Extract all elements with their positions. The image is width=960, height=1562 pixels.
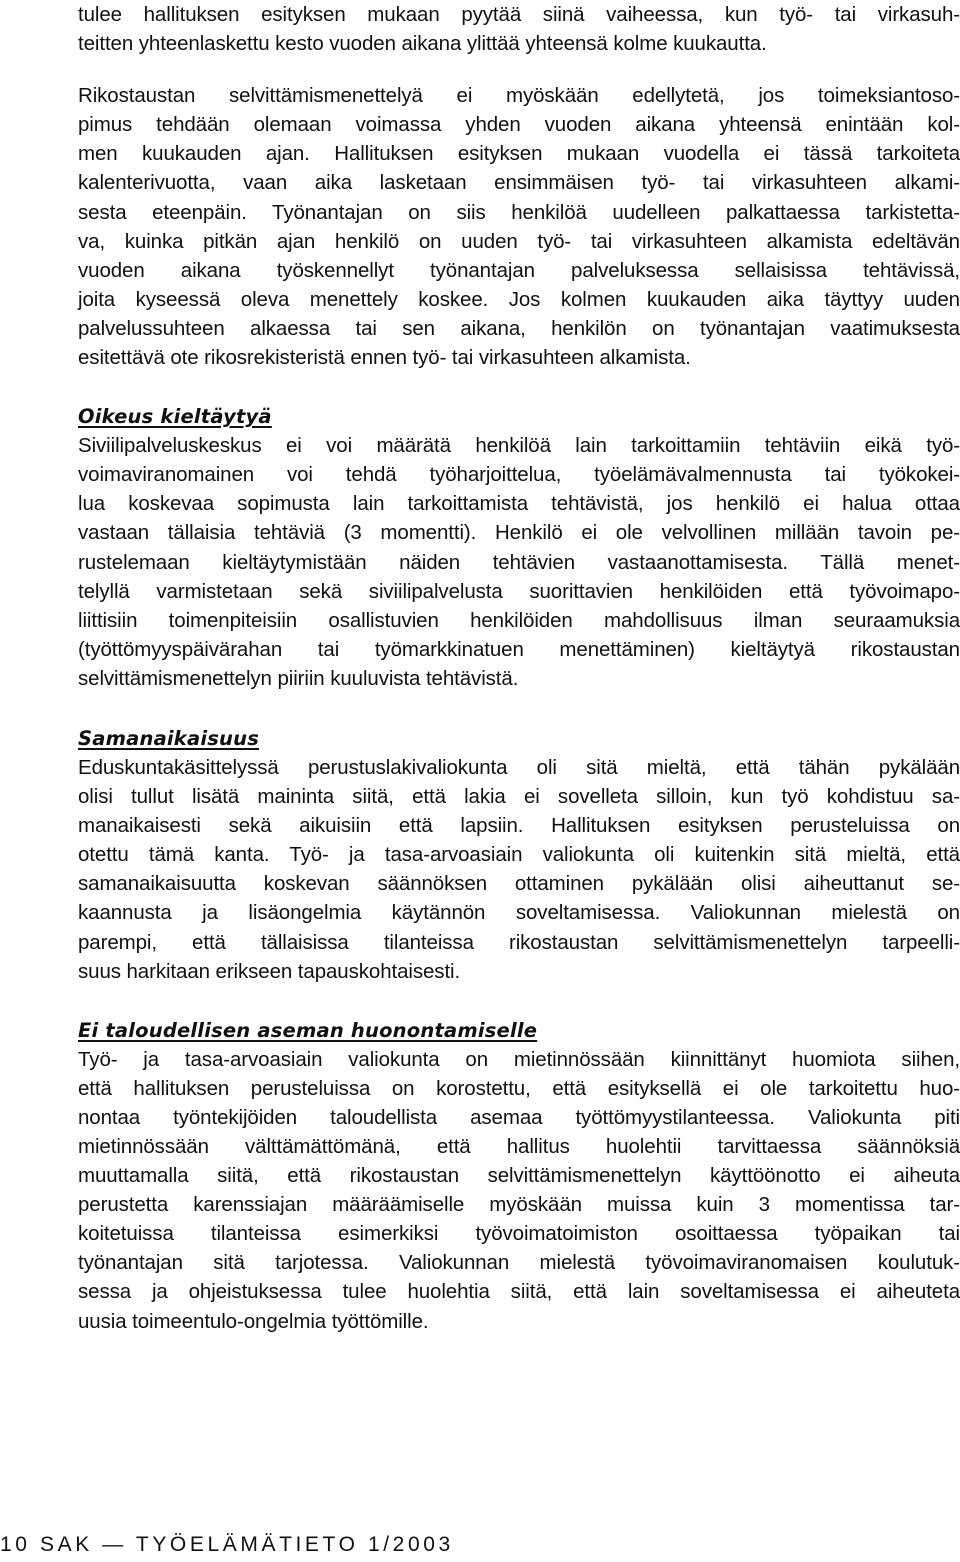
text-line: selvittämismenettelyn piiriin kuuluvista tehtävistä. bbox=[78, 666, 519, 690]
text-line: vastaan tällaisia tehtäviä (3 momentti). Henkilö ei ole velvollinen millään tavoin pe- bbox=[78, 521, 960, 545]
text-line: koitetuissa tilanteissa esimerkiksi työvoimatoimiston osoittaessa työpaikan tai bbox=[78, 1222, 960, 1246]
text-line: tulee hallituksen esityksen mukaan pyytää siinä vaiheessa, kun työ- tai virkasuh- bbox=[78, 3, 960, 26]
footer-text: 10 SAK — TYÖELÄMÄTIETO 1/2003 bbox=[0, 1533, 454, 1556]
text-line: lua koskevaa sopimusta lain tarkoittamista tehtävistä, jos henkilö ei halua ottaa bbox=[78, 492, 960, 516]
section-paragraph-taloudellinen-asema bbox=[78, 1045, 960, 1336]
text-line: Siviilipalveluskeskus ei voi määrätä henkilöä lain tarkoittamiin tehtäviin eikä työ- bbox=[78, 434, 960, 458]
text-line: (työttömyyspäivärahan tai työmarkkinatuen menettäminen) kieltäytyä rikostaustan bbox=[78, 637, 960, 661]
paragraph-continuation bbox=[78, 0, 960, 58]
text-line: joita kyseessä oleva menettely koskee. Jos kolmen kuukauden aika täyttyy uuden bbox=[78, 287, 960, 311]
section-heading-samanaikaisuus: Samanaikaisuus bbox=[78, 726, 259, 750]
text-line: mietinnössään välttämättömänä, että hallitus huolehtii tarvittaessa säännöksiä bbox=[78, 1135, 960, 1158]
text-line: kaannusta ja lisäongelmia käytännön soveltamisessa. Valiokunnan mielestä on bbox=[78, 901, 960, 925]
text-line: sesta eteenpäin. Työnantajan on siis henkilöä uudelleen palkattaessa tarkistetta- bbox=[78, 200, 960, 224]
text-line: sessa ja ohjeistuksessa tulee huolehtia siitä, että lain soveltamisessa ei aiheuteta bbox=[78, 1280, 960, 1304]
text-line: esitettävä ote rikosrekisteristä ennen työ- tai virkasuhteen alkamista. bbox=[78, 346, 691, 370]
text-line: parempi, että tällaisissa tilanteissa rikostaustan selvittämismenettelyn tarpeelli- bbox=[78, 930, 960, 954]
text-line: Rikostaustan selvittämismenettelyä ei myöskään edellytetä, jos toimeksiantoso- bbox=[78, 84, 960, 108]
text-line: vuoden aikana työskennellyt työnantajan palveluksessa sellaisissa tehtävissä, bbox=[78, 258, 960, 282]
text-line: kalenterivuotta, vaan aika lasketaan ensimmäisen työ- tai virkasuhteen alkami- bbox=[78, 171, 960, 195]
text-line: muuttamalla siitä, että rikostaustan selvittämismenettelyn käyttöönotto ei aiheuta bbox=[78, 1164, 960, 1188]
text-line: Eduskuntakäsittelyssä perustuslakivaliokunta oli sitä mieltä, että tähän pykälään bbox=[78, 755, 960, 779]
text-line: perustetta karenssiajan määräämiselle myöskään muissa kuin 3 momentissa tar- bbox=[78, 1193, 960, 1217]
text-line: men kuukauden ajan. Hallituksen esityksen mukaan vuodella ei tässä tarkoiteta bbox=[78, 142, 960, 166]
section-heading-taloudellinen-asema: Ei taloudellisen aseman huonontamiselle bbox=[78, 1018, 538, 1042]
article-body bbox=[78, 0, 960, 1336]
section-heading-oikeus-kieltaytya: Oikeus kieltäytyä bbox=[78, 405, 272, 429]
text-line: va, kuinka pitkän ajan henkilö on uuden työ- tai virkasuhteen alkamista edeltävän bbox=[78, 229, 960, 253]
text-line: uusia toimeentulo-ongelmia työttömille. bbox=[78, 1309, 429, 1333]
text-line: telyllä varmistetaan sekä siviilipalvelusta suorittavien henkilöiden että työvoimapo- bbox=[78, 579, 960, 603]
text-line: työnantajan sitä tarjotessa. Valiokunnan mielestä työvoimaviranomaisen koulutuk- bbox=[78, 1251, 960, 1275]
text-line: teitten yhteenlaskettu kesto vuoden aikana ylittää yhteensä kolme kuukautta. bbox=[78, 32, 767, 56]
text-line: että hallituksen perusteluissa on korostettu, että esityksellä ei ole tarkoitettu huo- bbox=[78, 1076, 960, 1100]
text-line: otettu tämä kanta. Työ- ja tasa-arvoasiain valiokunta oli kuitenkin sitä mieltä, että bbox=[78, 843, 960, 867]
section-paragraph-oikeus-kieltaytya bbox=[78, 431, 960, 693]
text-line: olisi tullut lisätä maininta siitä, että lakia ei sovelleta silloin, kun työ kohdistuu sa- bbox=[78, 785, 960, 809]
page-footer bbox=[0, 1531, 454, 1559]
paragraph-rikostausta bbox=[78, 81, 960, 372]
text-line: samanaikaisuutta koskevan säännöksen ottaminen pykälään olisi aiheuttanut se- bbox=[78, 872, 960, 896]
text-line: liittisiin toimenpiteisiin osallistuvien henkilöiden mahdollisuus ilman seuraamuksia bbox=[78, 608, 960, 632]
text-line: suus harkitaan erikseen tapauskohtaisesti. bbox=[78, 959, 461, 983]
text-line: voimaviranomainen voi tehdä työharjoittelua, työelämävalmennusta tai työkokei- bbox=[78, 463, 960, 487]
text-line: palvelussuhteen alkaessa tai sen aikana, henkilön on työnantajan vaatimuksesta bbox=[78, 316, 960, 340]
text-line: rustelemaan kieltäytymistään näiden tehtävien vastaanottamisesta. Tällä menet- bbox=[78, 550, 960, 574]
text-line: Työ- ja tasa-arvoasiain valiokunta on mietinnössään kiinnittänyt huomiota siihen, bbox=[78, 1047, 960, 1071]
section-paragraph-samanaikaisuus bbox=[78, 753, 960, 986]
text-line: manaikaisesti sekä aikuisiin että lapsiin. Hallituksen esityksen perusteluissa on bbox=[78, 814, 960, 838]
text-line: pimus tehdään olemaan voimassa yhden vuoden aikana yhteensä enintään kol- bbox=[78, 113, 960, 137]
text-line: nontaa työntekijöiden taloudellista asemaa työttömyystilanteessa. Valiokunta piti bbox=[78, 1105, 960, 1129]
